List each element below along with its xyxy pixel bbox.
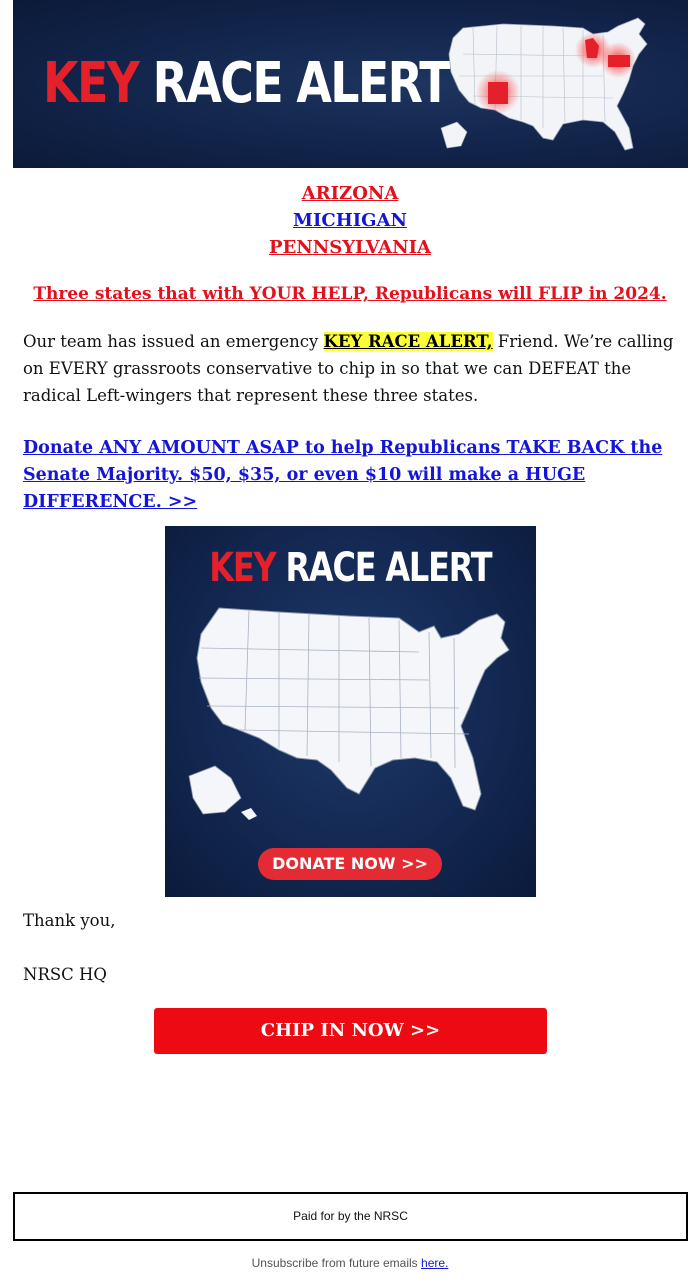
unsubscribe-link[interactable]: here. bbox=[421, 1256, 449, 1270]
chip-in-now-button[interactable]: CHIP IN NOW >> bbox=[154, 1008, 547, 1054]
state-links bbox=[0, 180, 700, 261]
ad-title-rest: RACE ALERT bbox=[285, 545, 492, 591]
banner-title bbox=[43, 44, 449, 124]
unsubscribe-text: Unsubscribe from future emails bbox=[251, 1256, 422, 1270]
paid-for-disclaimer: Paid for by the NRSC bbox=[13, 1192, 688, 1241]
signature: NRSC HQ bbox=[23, 965, 107, 984]
donate-any-amount-link[interactable]: Donate ANY AMOUNT ASAP to help Republicans TAKE BACK the Senate Majority. $50, $35, or even $10 will make a HUGE DIFFERENCE. >> bbox=[23, 438, 663, 512]
body-text-before: Our team has issued an emergency bbox=[23, 332, 324, 351]
closing-thanks: Thank you, bbox=[23, 911, 116, 930]
state-link-arizona[interactable]: ARIZONA bbox=[301, 183, 399, 204]
unsubscribe-line bbox=[0, 1254, 700, 1272]
donate-now-button[interactable]: DONATE NOW >> bbox=[258, 848, 442, 880]
ad-title bbox=[165, 540, 536, 596]
banner-title-rest: RACE ALERT bbox=[152, 51, 449, 116]
body-text-after: Friend. We’re calling on EVERY grassroots conservative to chip in so that we can DEFEAT the radical Left-wingers that represent these three states. bbox=[23, 332, 674, 405]
body-paragraph bbox=[23, 328, 683, 409]
donate-ad-image[interactable] bbox=[165, 526, 536, 897]
us-map-icon bbox=[179, 598, 524, 848]
tagline-link[interactable]: Three states that with YOUR HELP, Republicans will FLIP in 2024. bbox=[33, 284, 667, 304]
us-map-icon bbox=[433, 10, 673, 160]
state-link-michigan[interactable]: MICHIGAN bbox=[293, 210, 407, 231]
key-race-alert-link[interactable]: KEY RACE ALERT, bbox=[323, 332, 493, 351]
ad-title-key: KEY bbox=[209, 545, 276, 591]
banner-title-key: KEY bbox=[43, 51, 139, 116]
state-link-pennsylvania[interactable]: PENNSYLVANIA bbox=[269, 237, 431, 258]
key-race-alert-banner[interactable] bbox=[13, 0, 688, 168]
